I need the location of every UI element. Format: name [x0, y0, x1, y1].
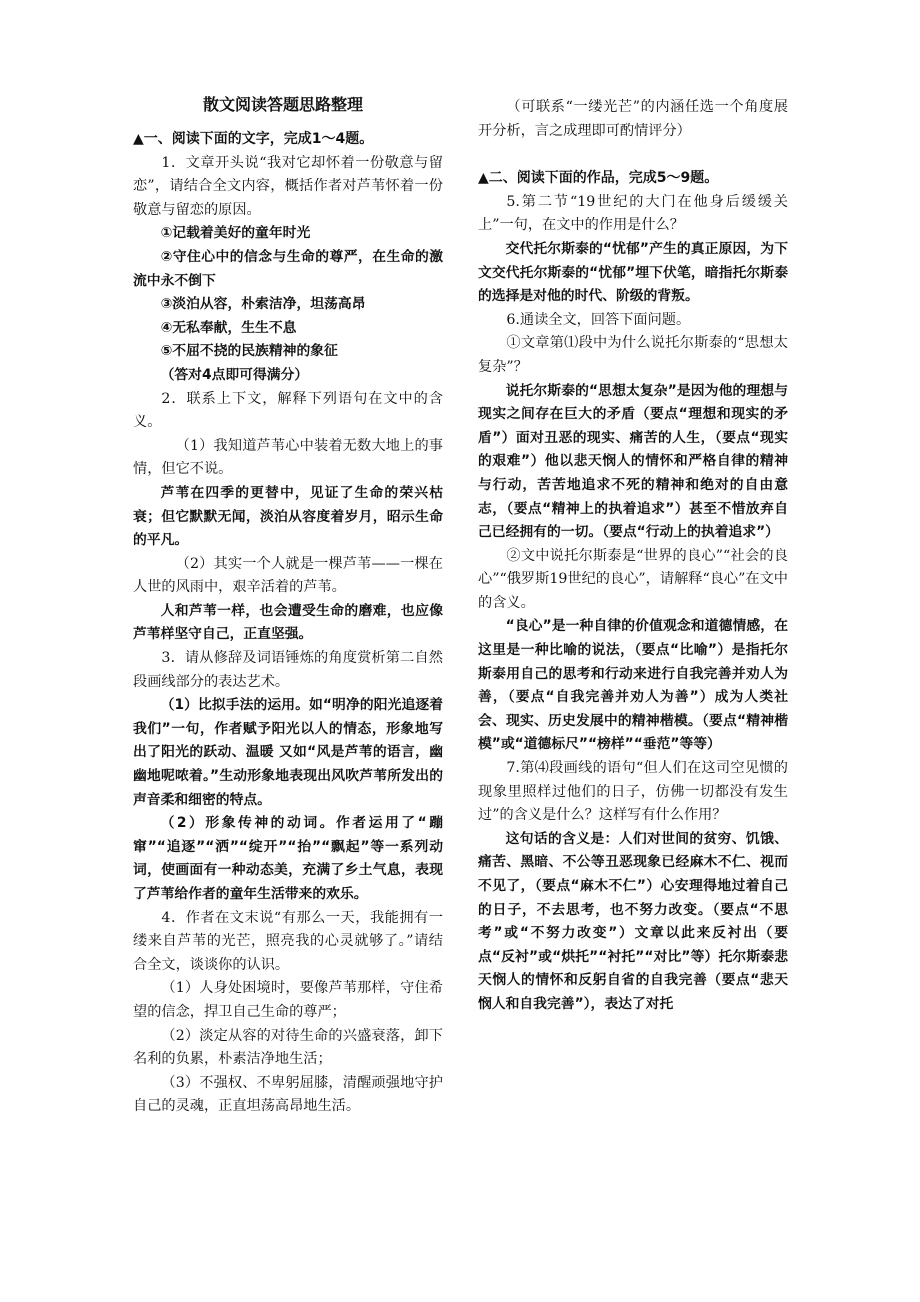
q4-answer-3: （3）不强权、不卑躬屈膝，清醒顽强地守护自己的灵魂，正直坦荡高昂地生活。: [133, 1074, 443, 1115]
q6-2-answer: “良心”是一种自律的价值观念和道德情感，在这里是一种比喻的说法，（要点“比喻”）是指托尔斯泰用自己的思考和行动来进行自我完善并劝人为善，（要点“自我完善并劝人为善”）成为人类社会、现实、历史发展中的精神楷模。（要点“精神楷模”或“道德标尺”“榜样”“垂范”等等）: [478, 618, 788, 753]
question-2: 2．联系上下文，解释下列语句在文中的含义。: [133, 390, 443, 431]
q3-answer-1: （1）比拟手法的运用。如“明净的阳光追逐着我们”一句，作者赋予阳光以人的情态，形象地写出了阳光的跃动、温暖 又如“风是芦苇的语言，幽幽地呢哝着。”生动形象地表现出风吹芦苇所发出的声音柔和细密的特点。: [133, 697, 443, 808]
q1-answer-5: ⑤不屈不挠的民族精神的象征: [160, 343, 338, 360]
question-5: 5.第二节“19世纪的大门在他身后缓缓关上”一句，在文中的作用是什么？: [478, 193, 788, 234]
q1-answer-2: ②守住心中的信念与生命的尊严，在生命的激流中永不倒下: [133, 248, 443, 289]
q5-answer: 交代托尔斯泰的“忧郁”产生的真正原因，为下文交代托尔斯泰的“忧郁”埋下伏笔，暗指托尔斯泰的选择是对他的时代、阶级的背叛。: [478, 240, 788, 305]
question-2-1: （1）我知道芦苇心中装着无数大地上的事情，但它不说。: [133, 437, 443, 478]
question-1: 1．文章开头说“我对它却怀着一份敬意与留恋”，请结合全文内容，概括作者对芦苇怀着一份敬意与留恋的原因。: [133, 154, 443, 218]
question-6: 6.通读全文，回答下面问题。: [506, 311, 691, 328]
question-6-2: ②文中说托尔斯泰是“世界的良心”“社会的良心”“俄罗斯19世纪的良心”，请解释“良心”在文中的含义。: [478, 547, 788, 611]
q2-2-answer: 人和芦苇一样，也会遭受生命的磨难，也应像芦苇样坚守自己，正直坚强。: [133, 602, 443, 643]
q4-scoring-note: （可联系“一缕光芒”的内涵任选一个角度展开分析，言之成理即可酌情评分）: [478, 99, 788, 139]
q3-answer-2: （2）形象传神的动词。作者运用了“蹦窜”“追逐”“洒”“绽开”“抬”“飘起”等一系列动词，使画面有一种动态美，充满了乡土气息，表现了芦苇给作者的童年生活带来的欢乐。: [133, 815, 443, 902]
left-column: [133, 128, 443, 1119]
question-2-2: （2）其实一个人就是一棵芦苇——一棵在人世的风雨中，艰辛活着的芦苇。: [133, 555, 443, 596]
section-heading-2: ▲二、阅读下面的作品，完成5～9题。: [478, 170, 719, 187]
q1-answer-3: ③淡泊从容，朴索洁净，坦荡高昂: [160, 296, 366, 313]
q4-answer-2: （2）淡定从容的对待生命的兴盛衰落，卸下名利的负累，朴素洁净地生活；: [133, 1027, 443, 1068]
question-3: 3．请从修辞及词语锤炼的角度赏析第二自然段画线部分的表达艺术。: [133, 650, 443, 690]
q2-1-answer: 芦苇在四季的更替中，见证了生命的荣兴枯衰；但它默默无闻，淡泊从容度着岁月，昭示生命的平凡。: [133, 484, 443, 549]
question-6-1: ①文章第⑴段中为什么说托尔斯泰的“思想太复杂”？: [478, 335, 788, 375]
right-column: [478, 96, 788, 1017]
q7-answer: 这句话的含义是：人们对世间的贫穷、饥饿、痛苦、黑暗、不公等丑恶现象已经麻木不仁、视而不见了，（要点“麻木不仁”）心安理得地过着自己的日子，不去思考，也不努力改变。（要点“不思考”或“不努力改变”）文章以此来反衬出（要点“反衬”或“烘托”“衬托”“对比”等）托尔斯泰悲天悯人的情怀和反躬自省的自我完善（要点“悲天悯人和自我完善”），表达了对托: [478, 830, 788, 1012]
page-title: 散文阅读答题思路整理: [202, 95, 363, 114]
q1-answer-1: ①记载着美好的童年时光: [160, 225, 311, 242]
question-4: 4．作者在文末说“有那么一天，我能拥有一缕来自芦苇的光芒，照亮我的心灵就够了。”请结合全文，谈谈你的认识。: [133, 909, 443, 973]
q6-1-answer: 说托尔斯泰的“思想太复杂”是因为他的理想与现实之间存在巨大的矛盾（要点“理想和现实的矛盾”）面对丑恶的现实、痛苦的人生，（要点“现实的艰难”）他以悲天悯人的情怀和严格自律的精神与行动，苦苦地追求不死的精神和绝对的自由意志，（要点“精神上的执着追求”）甚至不惜放弃自己已经拥有的一切。（要点“行动上的执着追求”）: [478, 382, 788, 541]
q1-scoring-note: （答对4点即可得满分）: [160, 366, 309, 383]
section-gap: [478, 143, 788, 167]
section-heading-1: ▲一、阅读下面的文字，完成1～4题。: [133, 131, 374, 147]
question-7: 7.第⑷段画线的语句“但人们在这司空见惯的现象里照样过他们的日子，仿佛一切都没有发生过”的含义是什么？这样写有什么作用？: [478, 760, 788, 824]
q4-answer-1: （1）人身处困境时，要像芦苇那样，守住希望的信念，捍卫自己生命的尊严；: [133, 980, 443, 1020]
q1-answer-4: ④无私奉献，生生不息: [160, 319, 297, 336]
